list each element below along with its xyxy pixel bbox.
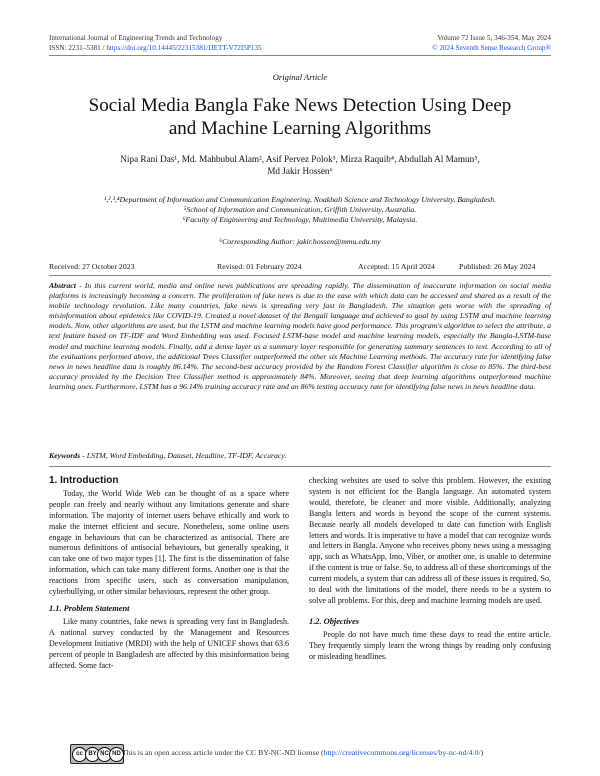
affiliation-2: ⁵School of Information and Communication, Griffith University, Australia.: [183, 205, 417, 214]
doi-link[interactable]: https://doi.org/10.14445/22315381/IJETT-V72I5P135: [106, 44, 262, 52]
header-rule: [49, 55, 551, 56]
cc-license-badge[interactable]: [70, 744, 124, 764]
nc-icon: NC: [97, 747, 112, 762]
left-column: [49, 476, 289, 671]
journal-header-left: [49, 33, 262, 53]
affiliation-1: ¹,²,³,⁴Department of Information and Communication Engineering, Noakhali Science and Technology University, Bangladesh.: [103, 195, 497, 204]
keywords-text: - LSTM, Word Embedding, Dataset, Headline, TF-IDF, Accuracy.: [80, 451, 287, 460]
copyright-link[interactable]: © 2024 Seventh Sense Research Group®: [432, 44, 551, 52]
journal-name: International Journal of Engineering Trends and Technology: [49, 34, 223, 42]
problem-paragraph: Like many countries, fake news is spreading very fast in Bangladesh. A national survey conducted by the Management and Resources Development Initiative (MRDI) with the help of UNICEF shows that 63.6 percent of people in Bangladesh are affected by this misinformation being affected. Some fact-: [49, 616, 289, 670]
keywords-rule: [49, 466, 551, 467]
dates-rule: [49, 275, 551, 276]
keywords: [49, 451, 551, 461]
corresponding-author: ⁶Corresponding Author: jakir.hossen@mmu.edu.my: [219, 237, 381, 246]
abstract-text: - In this current world, media and online news publications are spreading rapidly. The dissemination of inaccurate information on social media platforms is increasingly becoming a concern. The proliferation of fake news is due to the ease with which data can be accessed and shared as a result of the mobile technology revolution. Like many countries, fake news is spreading very fast in Bangladesh. The situation gets worse with the spreading of misinformation about epidemics like COVID-19. Created a novel dataset of the Bengali language and achieved to goal by using LSTM and machine learning models. Now, other algorithms are used, but the LSTM and machine learning models have good performance. This program's algorithm to select the attribute, a text feature based on TF-IDF and Word Embedding was used. Focused LSTM-base model and machine learning models, especially the Bangla-LSTM-base model and machine learning models. Finally, add a dense layer as a summary layer responsible for generating summary sentences to text. According to all of the evaluations performed above, the additional Trees Classifier outperformed the other six Machine Learning methods. The accuracy rate for identifying false news in news headline data is roughly 86.14%. The second-best accuracy provided by the Random Forest Classifier algorithm is close to 85%. The third-best accuracy provided by the Decision Tree Classifier method is approximately 84%. Moreover, seeing that deep learning algorithms outperformed machine learning ones. Furthermore, LSTM has a 96.14% training accuracy rate and an 86% testing accuracy rate for identifying false news in news headline data.: [49, 281, 551, 391]
authors-line-1: Nipa Rani Das¹, Md. Mahbubul Alam², Asif Pervez Polok³, Mirza Raquib⁴, Abdullah Al Mamun⁵,: [120, 154, 480, 164]
right-paragraph: checking websites are used to solve this problem. However, the existing system is not efficient for the Bangla language. An automated system would, therefore, be cleaner and more visible. Additionally, analyzing Bangla letters and words is beyond the scope of the current systems. Because nearly all models developed to date can function with English letters and words. It is imperative to have a model that can recognize words and letters in Bangla. Anyone who receives phony news using a messaging app, such as WhatsApp, Imo, Viber, or another one, is unable to determine if the content is true or false. So, to address all of these shortcomings of the current models, a system that can address all of these issues is required. So, to deal with the limitations of the model, there needs to be a system to solve all problems. For this, deep and machine learning models are used.: [309, 476, 551, 605]
license-footer: [122, 748, 483, 757]
issn-doi: [49, 43, 262, 53]
nd-icon: ND: [109, 747, 124, 762]
journal-header-right: [432, 33, 551, 53]
license-link[interactable]: http://creativecommons.org/licenses/by-nc-nd/4.0/: [323, 748, 481, 757]
abstract: [49, 281, 551, 392]
date-received: Received: 27 October 2023: [49, 262, 135, 271]
volume-info: Volume 72 Issue 5, 346-354, May 2024: [437, 34, 551, 42]
right-column: [309, 476, 551, 663]
intro-paragraph: Today, the World Wide Web can be thought of as a space where people can freely and nearly without any limitations generate and share information. The majority of internet users behave ethically and work to make the internet efficient and secure. Nonetheless, some online users engage in behaviours that can be characterized as antisocial. There are numerous definitions of antisocial behaviours, but generally speaking, it can take one of two major types [1]. The first is the dissemination of false information, which can take many different forms. Another one is that the reactions from specific users, such as conversation manipulation, cyberbullying, or other similar behaviours, represent the other group.: [49, 488, 289, 597]
section-1-2-heading: 1.2. Objectives: [309, 616, 360, 626]
date-accepted: Accepted: 15 April 2024: [358, 262, 435, 271]
copyright: [432, 43, 551, 53]
cc-icon: cc: [72, 747, 87, 762]
article-type: Original Article: [272, 72, 328, 82]
title-line-1: Social Media Bangla Fake News Detection Using Deep: [88, 95, 512, 116]
authors-line-2: Md Jakir Hossen⁶: [267, 166, 333, 176]
paper-title: [0, 94, 600, 140]
section-1-heading: 1. Introduction: [49, 475, 119, 486]
issn: ISSN: 2231–5381 /: [49, 44, 105, 52]
affiliation-3: ⁶Faculty of Engineering and Technology, Multimedia University, Malaysia.: [182, 215, 418, 224]
by-icon: BY: [85, 747, 100, 762]
authors: [0, 153, 600, 177]
keywords-label: Keywords: [49, 451, 81, 460]
objectives-paragraph: People do not have much time these days to read the entire article. They frequently simply learn the wrong things by reading only confusing or misleading headlines.: [309, 629, 551, 661]
date-published: Published: 26 May 2024: [459, 262, 536, 271]
title-line-2: and Machine Learning Algorithms: [168, 118, 432, 139]
license-close: ): [480, 748, 484, 757]
date-revised: Revised: 01 February 2024: [217, 262, 302, 271]
abstract-label: Abstract: [49, 281, 76, 290]
section-1-1-heading: 1.1. Problem Statement: [49, 603, 130, 613]
affiliations: [0, 195, 600, 225]
license-text: This is an open access article under the CC BY-NC-ND license (: [122, 748, 324, 757]
